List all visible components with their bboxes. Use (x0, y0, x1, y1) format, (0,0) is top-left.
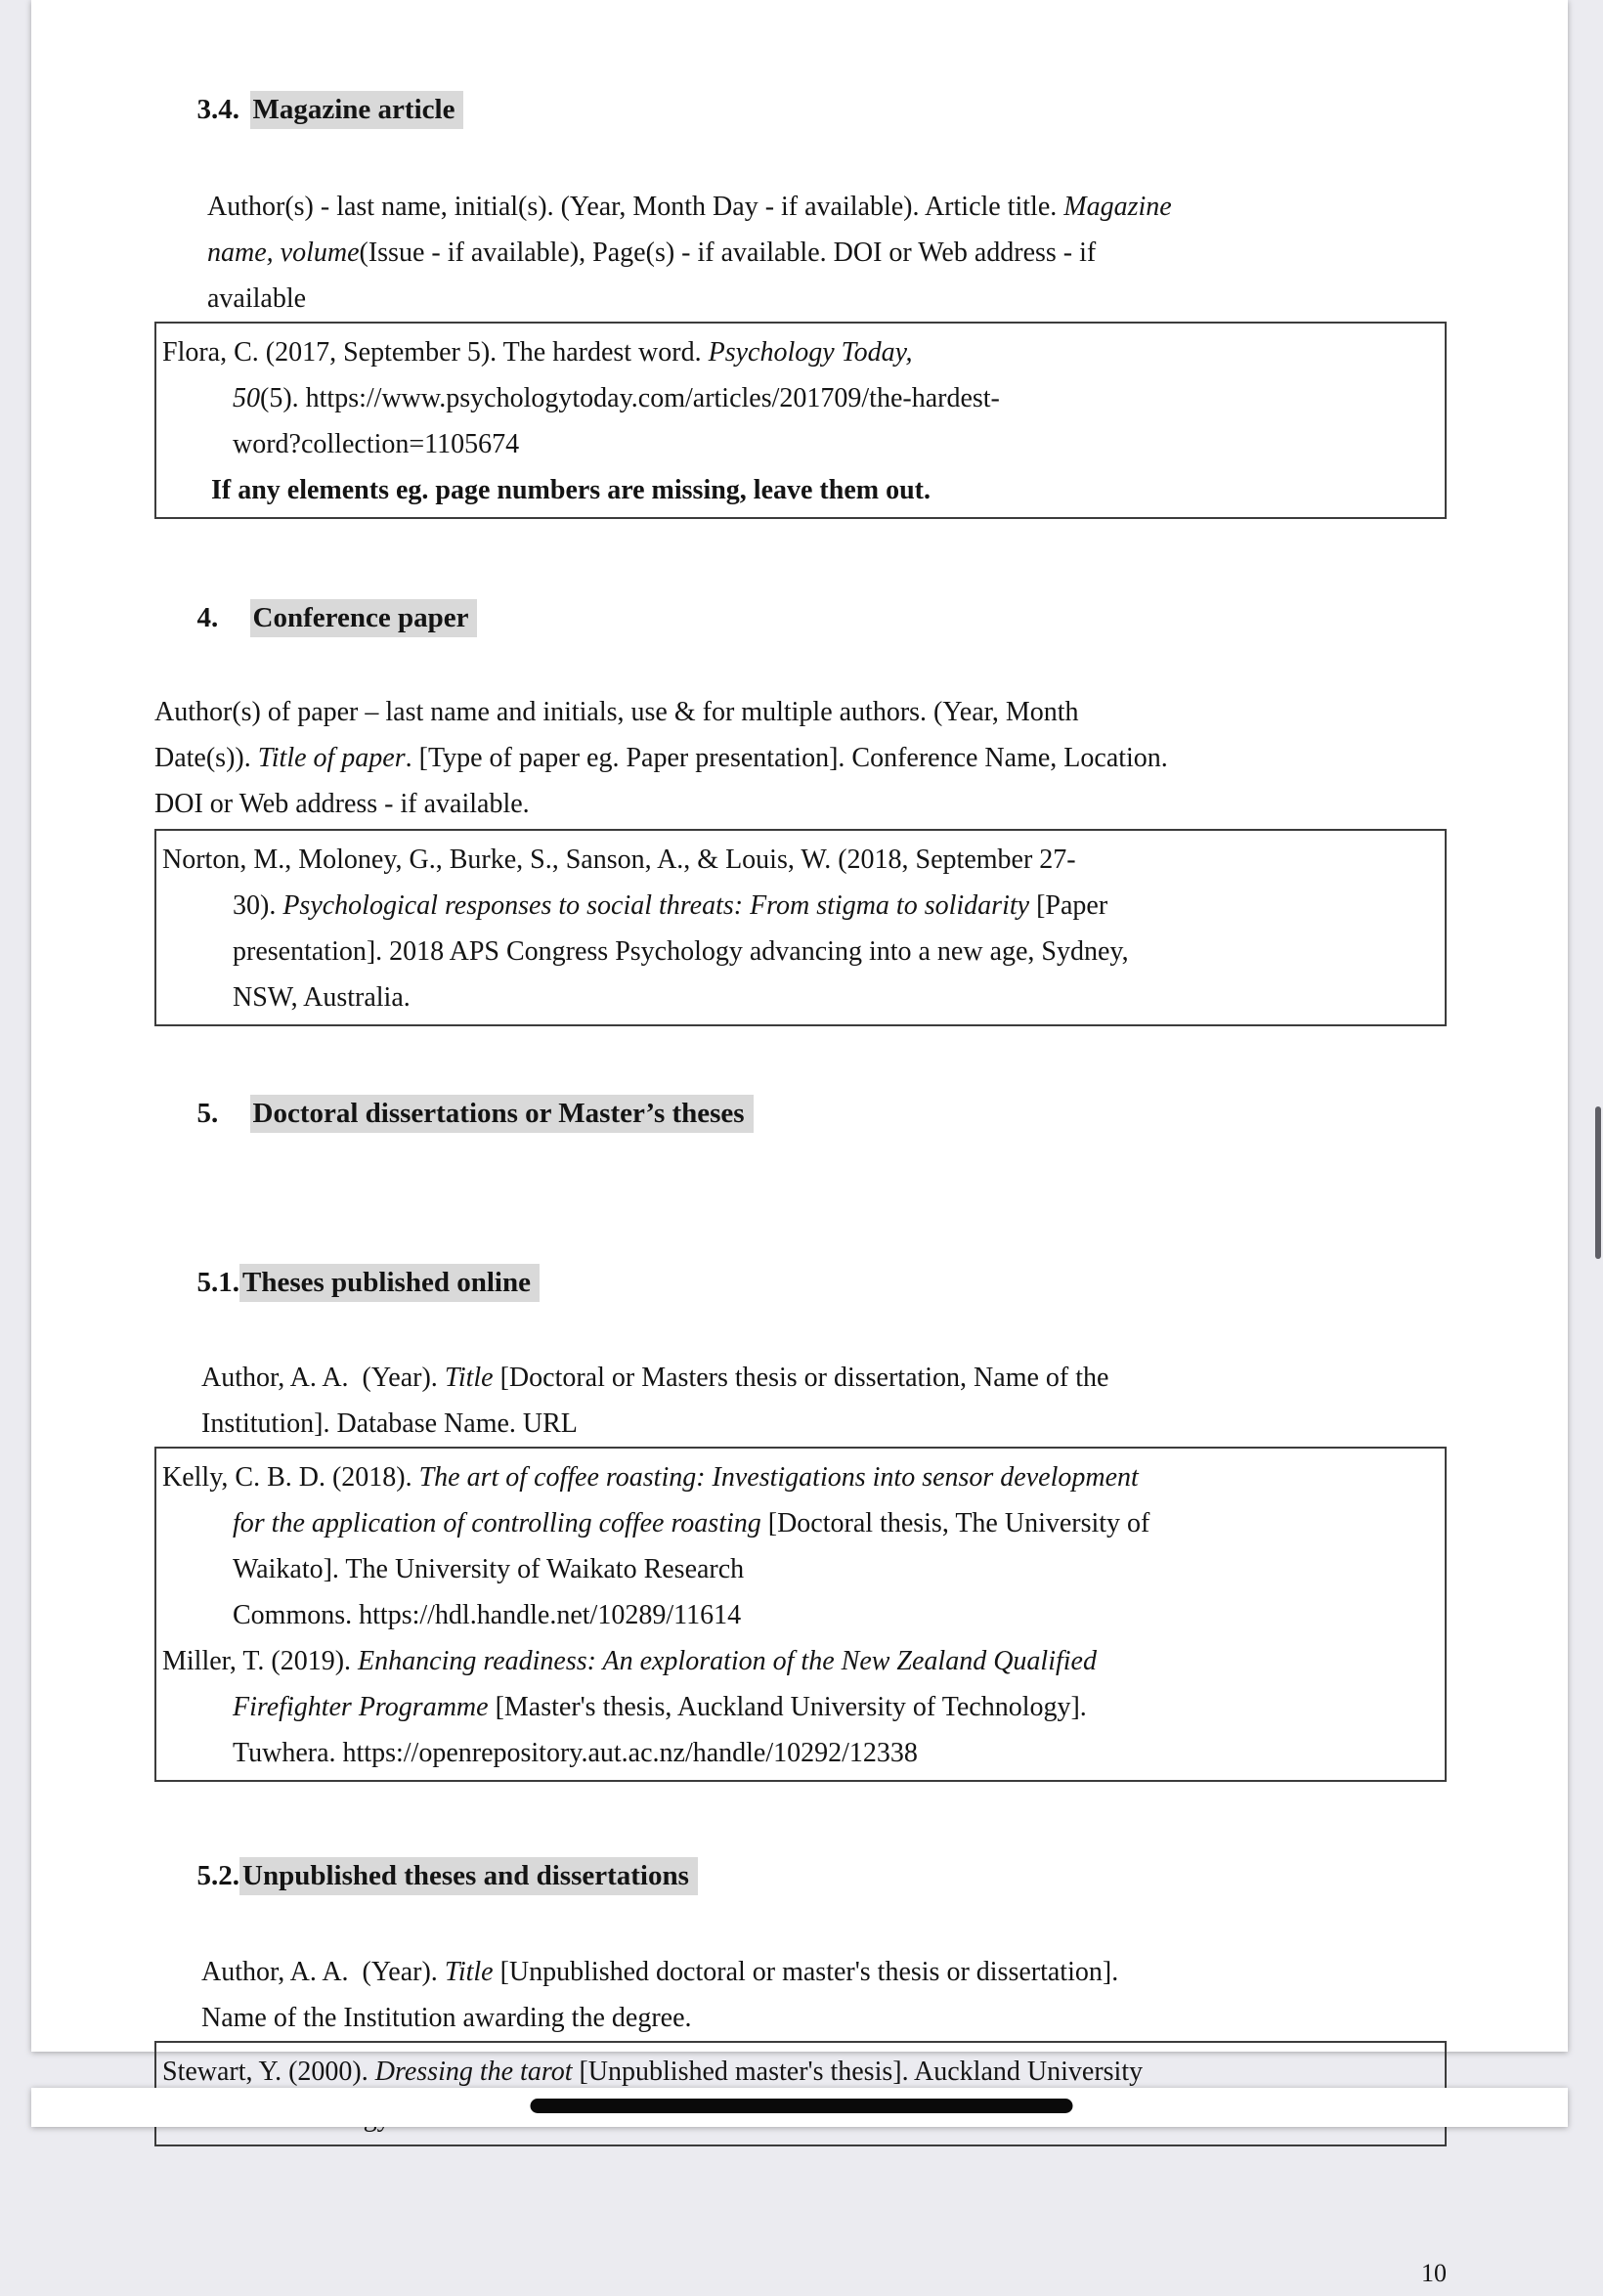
section-heading (154, 1224, 1447, 1341)
text-segment: NSW, Australia. (233, 982, 411, 1013)
text-segment: Enhancing readiness: An exploration of the New Zealand Qualified (358, 1646, 1097, 1676)
text-segment: Date(s)). (154, 743, 258, 773)
text-segment: DOI or Web address - if available. (154, 789, 530, 819)
text-segment: Author, A. A. (Year). (201, 1363, 445, 1393)
text-segment: [Unpublished master's thesis]. Auckland University (572, 2057, 1144, 2087)
text-segment: name, volume (207, 238, 360, 268)
page-number: 10 (1421, 2259, 1447, 2287)
text-line (162, 929, 1437, 975)
heading-label: Unpublished theses and dissertations (239, 1857, 698, 1895)
format-paragraph (154, 1355, 1447, 1447)
heading-label: Theses published online (239, 1264, 540, 1302)
example-box (154, 322, 1447, 519)
text-segment: [Doctoral thesis, The University of (760, 1508, 1150, 1538)
text-line (154, 781, 1447, 827)
doc-content (154, 0, 1447, 2296)
section-heading (154, 1817, 1447, 1934)
section (154, 1224, 1447, 1782)
text-line (162, 1500, 1437, 1546)
text-segment: Magazine (1063, 192, 1172, 222)
example-box (154, 1447, 1447, 1782)
text-segment: 50 (233, 383, 260, 413)
text-segment: Tuwhera. https://openrepository.aut.ac.nz/handle/10292/12338 (233, 1738, 918, 1768)
text-segment: for the application of controlling coffee roasting (233, 1508, 761, 1538)
heading-number: 5.2. (196, 1860, 239, 1891)
text-line (154, 184, 1447, 230)
text-line (162, 1592, 1437, 1638)
text-segment: [Unpublished doctoral or master's thesis or dissertation]. (493, 1957, 1119, 1987)
text-line (154, 276, 1447, 322)
format-paragraph (154, 184, 1447, 322)
text-segment: (Issue - if available), Page(s) - if available. DOI or Web address - if (359, 238, 1097, 268)
text-segment: available (207, 283, 307, 314)
text-segment: Title (444, 1363, 494, 1393)
heading-number: 3.4. (196, 94, 239, 125)
format-paragraph (154, 689, 1447, 827)
text-segment: If any elements eg. page numbers are missing, leave them out. (211, 475, 931, 505)
heading-number: 5. (196, 1098, 219, 1129)
text-line (154, 735, 1447, 781)
text-line (154, 1401, 1447, 1447)
text-segment: Psychological responses to social threats: From stigma to solidarity (282, 890, 1030, 921)
text-segment: [Master's thesis, Auckland University of Technology]. (488, 1692, 1087, 1722)
format-paragraph (154, 1949, 1447, 2041)
text-segment: Title of paper (257, 743, 406, 773)
section (154, 559, 1447, 1026)
text-segment: Flora, C. (2017, September 5). The hardest word. (162, 337, 709, 368)
section (154, 51, 1447, 519)
home-indicator[interactable] (531, 2099, 1073, 2113)
heading-label: Conference paper (250, 599, 478, 637)
text-line (162, 1730, 1437, 1776)
text-segment: Name of the Institution awarding the degree. (201, 2003, 692, 2033)
text-line (162, 837, 1437, 883)
section-heading (154, 1055, 1447, 1172)
text-line (162, 329, 1437, 375)
text-segment: Miller, T. (2019). (162, 1646, 359, 1676)
text-segment: Author, A. A. (Year). (201, 1957, 445, 1987)
text-segment: Title (444, 1957, 494, 1987)
heading-label: Doctoral dissertations or Master’s theses (250, 1095, 754, 1133)
text-line (154, 1355, 1447, 1401)
text-segment: . [Type of paper eg. Paper presentation]. Conference Name, Location. (405, 743, 1168, 773)
section-heading (154, 559, 1447, 676)
text-segment: Psychology Today, (708, 337, 913, 368)
text-segment: Commons. https://hdl.handle.net/10289/11614 (233, 1600, 742, 1630)
text-segment: [Paper (1029, 890, 1108, 921)
heading-number: 5.1. (196, 1267, 239, 1298)
text-line (162, 467, 1437, 513)
text-line (162, 375, 1437, 421)
text-line (162, 1638, 1437, 1684)
text-segment: The art of coffee roasting: Investigations into sensor development (418, 1462, 1139, 1493)
text-line (162, 883, 1437, 929)
section (154, 1055, 1447, 1172)
text-line (154, 1949, 1447, 1995)
text-segment: Dressing the tarot (374, 2057, 573, 2087)
heading-label: Magazine article (250, 91, 464, 129)
text-segment: presentation]. 2018 APS Congress Psychology advancing into a new age, Sydney, (233, 936, 1129, 967)
text-segment: Institution]. Database Name. URL (201, 1408, 578, 1439)
text-segment: 30). (233, 890, 283, 921)
text-line (154, 689, 1447, 735)
text-segment: Norton, M., Moloney, G., Burke, S., Sanson, A., & Louis, W. (2018, September 27- (162, 845, 1076, 875)
text-segment: Firefighter Programme (233, 1692, 489, 1722)
text-line (154, 1995, 1447, 2041)
text-line (162, 421, 1437, 467)
document-page (31, 0, 1568, 2287)
text-segment: word?collection=1105674 (233, 429, 520, 459)
text-segment: (5). https://www.psychologytoday.com/articles/201709/the-hardest- (260, 383, 1000, 413)
text-segment: Author(s) of paper – last name and initials, use & for multiple authors. (Year, Month (154, 697, 1079, 727)
text-line (154, 230, 1447, 276)
text-line (162, 1546, 1437, 1592)
example-box (154, 829, 1447, 1026)
text-segment: [Doctoral or Masters thesis or dissertation, Name of the (493, 1363, 1109, 1393)
text-segment: Kelly, C. B. D. (2018). (162, 1462, 419, 1493)
text-segment: Author(s) - last name, initial(s). (Year, Month Day - if available). Article title. (207, 192, 1064, 222)
section-heading (154, 51, 1447, 168)
text-line (162, 1454, 1437, 1500)
text-line (162, 975, 1437, 1020)
scrollbar-thumb[interactable] (1595, 1106, 1601, 1259)
text-segment: Waikato]. The University of Waikato Research (233, 1554, 745, 1584)
heading-number: 4. (196, 602, 219, 633)
text-line (162, 1684, 1437, 1730)
text-segment: Stewart, Y. (2000). (162, 2057, 375, 2087)
